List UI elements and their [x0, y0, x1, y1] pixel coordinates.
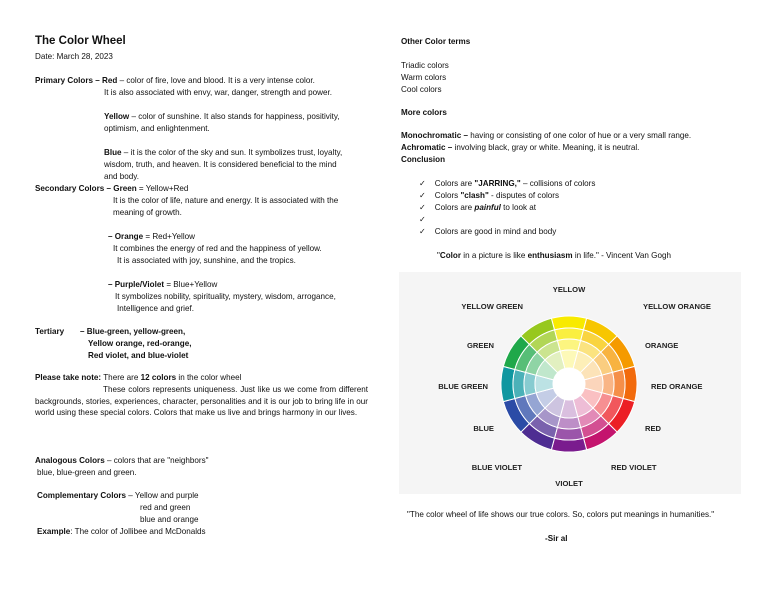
primary-colors-heading: Primary Colors	[35, 76, 94, 85]
checkmark-icon: ✓	[419, 227, 426, 236]
bottom-quote-author: -Sir al	[545, 534, 568, 543]
orange-label: – Orange	[108, 232, 144, 241]
term-warm: Warm colors	[401, 73, 447, 82]
conclusion-heading: Conclusion	[401, 155, 446, 164]
secondary-purple-line-2: It symbolizes nobility, spirituality, mystery, wisdom, arrogance,	[115, 292, 336, 301]
checkmark-icon: ✓	[419, 203, 426, 212]
tertiary-line-2: Yellow orange, red-orange,	[88, 339, 192, 348]
achromatic-line: Achromatic – involving black, gray or white. Meaning, it is neutral.	[401, 143, 640, 152]
tertiary-heading: Tertiary	[35, 327, 65, 336]
wheel-label-green: GREEN	[466, 341, 494, 350]
tertiary-line-3: Red violet, and blue-violet	[88, 351, 189, 360]
complementary-label: Complementary Colors	[37, 491, 127, 500]
primary-blue-line-3: and body.	[104, 172, 139, 181]
term-cool: Cool colors	[401, 85, 442, 94]
complementary-line-2: red and green	[140, 503, 191, 512]
primary-yellow-line-2: optimism, and enlightenment.	[104, 124, 210, 133]
example-label: Example	[37, 527, 71, 536]
primary-red-line-2: It is also associated with envy, war, danger, strength and power.	[104, 88, 332, 97]
conclusion-item-1: ✓ Colors are "JARRING," – collisions of colors	[419, 179, 596, 188]
analogous-line-2: blue, blue-green and green.	[37, 468, 137, 477]
term-triadic: Triadic colors	[401, 61, 449, 70]
wheel-label-yellow-green: YELLOW GREEN	[461, 302, 523, 311]
wheel-label-yellow-orange: YELLOW ORANGE	[643, 302, 711, 311]
secondary-purple-line-3: Intelligence and grief.	[117, 304, 194, 313]
complementary-line-1: Complementary Colors – Yellow and purple	[37, 491, 199, 500]
conclusion-item-2: ✓ Colors "clash" - disputes of colors	[419, 191, 559, 200]
checkmark-icon: ✓	[419, 191, 426, 200]
secondary-green-line-2: It is the color of life, nature and energy. It is associated with the	[113, 196, 339, 205]
wheel-label-blue: BLUE	[473, 424, 494, 433]
green-label: – Green	[106, 184, 137, 193]
wheel-label-blue-violet: BLUE VIOLET	[471, 463, 522, 472]
primary-blue-line-1: Blue – it is the color of the sky and sun. It symbolizes trust, loyalty,	[104, 148, 343, 157]
wheel-segment-yellow	[557, 339, 580, 351]
primary-blue-line-2: wisdom, truth, and heaven. It is considered beneficial to the mind	[104, 160, 337, 169]
note-label: Please take note:	[35, 373, 102, 382]
monochromatic-line: Monochromatic – having or consisting of one color of hue or a very small range.	[401, 131, 692, 140]
primary-yellow-line-1: Yellow – color of sunshine. It also stands for happiness, positivity,	[104, 112, 340, 121]
bottom-quote: "The color wheel of life shows our true colors. So, colors put meanings in humanities."	[407, 510, 715, 519]
color-wheel-diagram	[399, 272, 741, 494]
wheel-label-orange: ORANGE	[645, 341, 679, 350]
wheel-label-red: RED	[645, 424, 662, 433]
secondary-green-line-3: meaning of growth.	[113, 208, 182, 217]
document-date: Date: March 28, 2023	[35, 52, 113, 61]
secondary-orange-line-2: It combines the energy of red and the happiness of yellow.	[113, 244, 322, 253]
wheel-segment-red-orange	[602, 372, 614, 395]
primary-red-line-1: Primary Colors – Red – color of fire, love and blood. It is a very intense color.	[35, 76, 315, 85]
conclusion-item-4	[419, 214, 435, 226]
analogous-line-1: Analogous Colors – colors that are "neighbors"	[35, 456, 209, 465]
wheel-label-yellow: YELLOW	[552, 285, 586, 294]
wheel-center	[553, 368, 585, 400]
checkmark-icon: ✓	[419, 215, 426, 224]
wheel-label-blue-green: BLUE GREEN	[438, 382, 488, 391]
wheel-label-red-violet: RED VIOLET	[611, 463, 657, 472]
wheel-segment-blue-green	[524, 372, 536, 395]
conclusion-item-5: ✓ Colors are good in mind and body	[419, 227, 557, 236]
wheel-label-violet: VIOLET	[555, 479, 583, 488]
secondary-orange-line-1: – Orange = Red+Yellow	[108, 232, 195, 241]
conclusion-item-3: ✓ Colors are painful to look at	[419, 203, 537, 212]
red-label: Red	[102, 76, 118, 85]
blue-label: Blue	[104, 148, 122, 157]
secondary-orange-line-3: It is associated with joy, sunshine, and the tropics.	[117, 256, 296, 265]
more-colors-heading: More colors	[401, 108, 447, 117]
tertiary-line-1: – Blue-green, yellow-green,	[80, 327, 186, 336]
van-gogh-quote: "Color in a picture is like enthusiasm in life." - Vincent Van Gogh	[437, 251, 671, 260]
wheel-label-red-orange: RED ORANGE	[651, 382, 703, 391]
yellow-label: Yellow	[104, 112, 130, 121]
secondary-purple-line-1: – Purple/Violet = Blue+Yellow	[108, 280, 218, 289]
wheel-segment-violet	[557, 417, 580, 429]
secondary-green-line-1: Secondary Colors – Green = Yellow+Red	[35, 184, 189, 193]
color-wheel-figure	[399, 272, 741, 494]
other-terms-heading: Other Color terms	[401, 37, 471, 46]
checkmark-icon: ✓	[419, 179, 426, 188]
document-title: The Color Wheel	[35, 35, 126, 47]
analogous-label: Analogous Colors	[35, 456, 105, 465]
note-line: Please take note: There are 12 colors in the color wheel	[35, 373, 242, 382]
complementary-line-3: blue and orange	[140, 515, 199, 524]
example-line: Example: The color of Jollibee and McDonalds	[37, 527, 206, 536]
note-paragraph: These colors represents uniqueness. Just like us we come from different backgrounds, stories, experiences, character, personalities and it is our job to bring life in our world using these special colors. Colors that make us live and brings harmony in our lives.	[35, 385, 368, 418]
secondary-colors-heading: Secondary Colors	[35, 184, 105, 193]
purple-label: – Purple/Violet	[108, 280, 165, 289]
